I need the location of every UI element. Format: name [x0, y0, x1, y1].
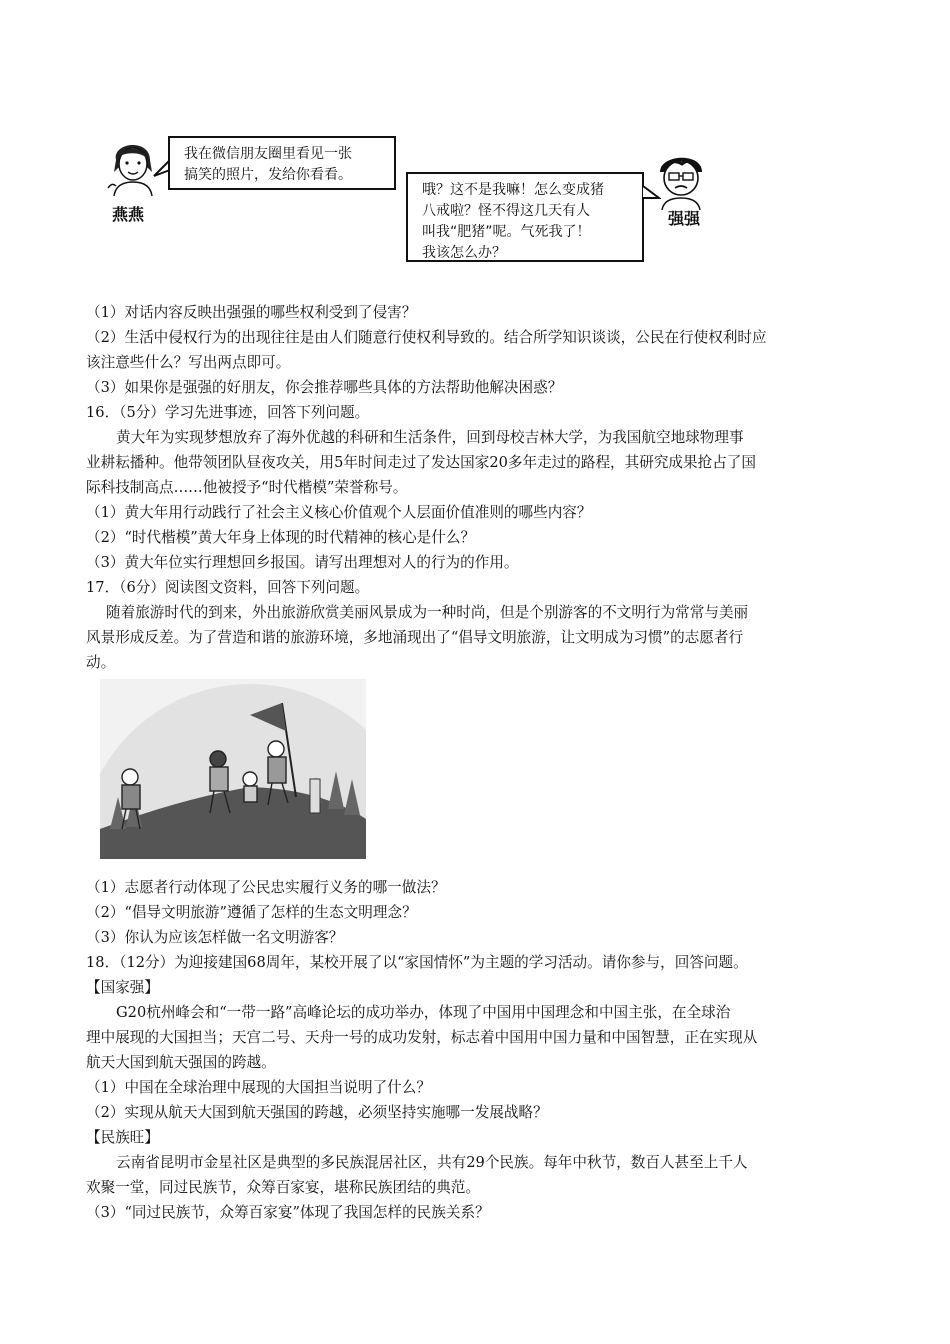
volunteer-hiking-illustration	[100, 679, 366, 859]
bubble-text-line: 哦？这不是我嘛！怎么变成猪	[422, 182, 604, 198]
paragraph-line: 欢聚一堂，同过民族节，众筹百家宴，堪称民族团结的典范。	[86, 1179, 481, 1196]
bubble-text-line: 我该怎么办？	[422, 245, 506, 261]
question-heading: 18．（12分）为迎接建国68周年，某校开展了以“家国情怀”为主题的学习活动。请你参与，回答问题。	[86, 954, 748, 971]
question-heading: 17．（6分）阅读图文资料，回答下列问题。	[86, 579, 370, 596]
bubble-text-line: 叫我“肥猪”呢。气死我了！	[422, 224, 591, 240]
paragraph-line: 航天大国到航天强国的跨越。	[86, 1054, 276, 1071]
paragraph-line: G20杭州峰会和“一带一路”高峰论坛的成功举办，体现了中国用中国理念和中国主张，在全球治	[116, 1004, 731, 1021]
question-line: （3）黄大年位实行理想回乡报国。请写出理想对人的行为的作用。	[86, 554, 519, 571]
question-line: （2）“倡导文明旅游”遵循了怎样的生态文明理念？	[86, 904, 417, 921]
question-line: （3）如果你是强强的好朋友，你会推荐哪些具体的方法帮助他解决困惑？	[86, 379, 563, 396]
paragraph-line: 云南省昆明市金星社区是典型的多民族混居社区，共有29个民族。每年中秋节，数百人甚至上千人	[116, 1154, 748, 1171]
paragraph-line: 业耕耘播种。他带领团队昼夜攻关，用5年时间走过了发达国家20多年走过的路程，其研究成果抢占了国	[86, 454, 756, 471]
question-line: （3）“同过民族节，众筹百家宴”体现了我国怎样的民族关系？	[86, 1204, 490, 1221]
speaker-name-yanyan: 燕燕	[112, 205, 145, 224]
section-heading: 【民族旺】	[86, 1129, 159, 1146]
paragraph-line: 理中展现的大国担当；天宫二号、天舟一号的成功发射，标志着中国用中国力量和中国智慧，正在实现从	[86, 1029, 758, 1046]
question-line: （2）生活中侵权行为的出现往往是由人们随意行使权利导致的。结合所学知识谈谈，公民在行使权利时应	[86, 329, 767, 346]
boy-figure-icon	[652, 150, 710, 210]
bubble-text-line: 搞笑的照片，发给你看看。	[184, 167, 352, 183]
paragraph-line: 风景形成反差。为了营造和谐的旅游环境，多地涌现出了“倡导文明旅游，让文明成为习惯”的志愿者行	[86, 629, 744, 646]
paragraph-line: 际科技制高点……他被授予“时代楷模”荣誉称号。	[86, 479, 408, 496]
paragraph-line: 动。	[86, 654, 116, 671]
comic-dialog	[100, 128, 720, 268]
question-line: （1）中国在全球治理中展现的大国担当说明了什么？	[86, 1079, 431, 1096]
speech-bubble-right	[406, 172, 644, 262]
section-heading: 【国家强】	[86, 979, 159, 996]
speaker-name-qiangqiang: 强强	[668, 209, 701, 228]
question-line: （1）对话内容反映出强强的哪些权利受到了侵害？	[86, 304, 417, 321]
question-line: （1）黄大年用行动践行了社会主义核心价值观个人层面价值准则的哪些内容？	[86, 504, 592, 521]
question-line: （1）志愿者行动体现了公民忠实履行义务的哪一做法？	[86, 879, 446, 896]
bubble-text-line: 我在微信朋友圈里看见一张	[184, 146, 352, 162]
question-heading: 16．（5分）学习先进事迹，回答下列问题。	[86, 404, 370, 421]
speech-bubble-left	[168, 136, 396, 190]
question-line: （2）“时代楷模”黄大年身上体现的时代精神的核心是什么？	[86, 529, 476, 546]
bubble-text-line: 八戒啦？怪不得这几天有人	[422, 203, 590, 219]
paragraph-line: 黄大年为实现梦想放弃了海外优越的科研和生活条件，回到母校吉林大学，为我国航空地球物理事	[116, 429, 744, 446]
question-line: 该注意些什么？写出两点即可。	[86, 354, 291, 371]
paragraph-line: 随着旅游时代的到来，外出旅游欣赏美丽风景成为一种时尚，但是个别游客的不文明行为常常与美丽	[106, 604, 749, 621]
question-line: （3）你认为应该怎样做一名文明游客？	[86, 929, 344, 946]
question-line: （2）实现从航天大国到航天强国的跨越，必须坚持实施哪一发展战略？	[86, 1104, 548, 1121]
